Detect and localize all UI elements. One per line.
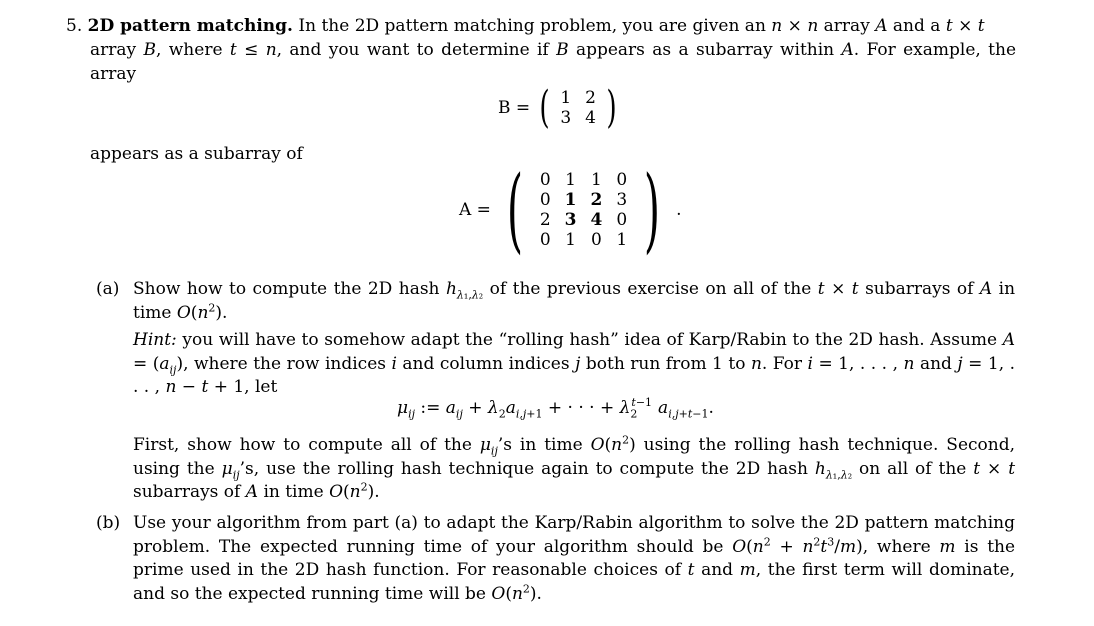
matrix-cell: 0: [539, 170, 551, 190]
matrix-cell: 3: [560, 108, 572, 128]
problem-title: 2D pattern matching.: [87, 16, 293, 36]
matrix-a-label: A =: [459, 200, 491, 220]
part-a-para: First, show how to compute all of the $\mu_{ij}’s$ in time $O(n^2)$ using the rolling hash technique. Second, using the $\mu_{ij}’s$, use the rolling hash technique again to compute the 2D hash $h_{\lambda_1,\lambda_2}$ on all of the t × t subarrays of A in time $O(n^2)$.: [133, 433, 1016, 502]
matrix-cell: 0: [616, 170, 628, 190]
matrix-cell: 3: [616, 190, 628, 210]
mu-definition: $\mu_{ij}$ := $a_{ij} + \lambda_2a_{i,j+1}$ + · · · + $\lambda_2^{t-1}$ $a_{i,j+t-1}$.: [397, 396, 714, 421]
part-b-label: (b): [96, 513, 121, 533]
matrix-cell: 2: [585, 88, 596, 108]
matrix-cell: 1: [591, 170, 602, 190]
matrix-cell: 0: [616, 210, 628, 230]
appears-text: appears as a subarray of: [90, 144, 303, 164]
matrix-cell: 1: [565, 230, 576, 250]
problem-number: 5.: [66, 16, 83, 36]
matrix-a-table: [533, 170, 634, 250]
matrix-cell: 0: [591, 230, 602, 250]
matrix-cell-highlight: 3: [564, 210, 577, 230]
matrix-cell: 1: [565, 170, 576, 190]
problem-intro-line2: array B, where t ≤ n, and you want to determine if B appears as a subarray within A. For example, the array: [90, 40, 1017, 84]
matrix-cell: 4: [585, 108, 596, 128]
matrix-b-label: B =: [498, 98, 531, 118]
matrix-cell: 1: [616, 230, 628, 250]
matrix-cell: 2: [539, 210, 551, 230]
hint-label: Hint:: [133, 330, 177, 350]
part-b-text: Use your algorithm from part (a) to adapt the Karp/Rabin algorithm to solve the 2D pattern matching problem. The expected running time of your algorithm should be $O(n^2 + n^2t^3/m)$, where m is the prime used in the 2D hash function. For reasonable choices of t and m, the first term will dominate, and so the expected running time will be $O(n^2)$.: [133, 513, 1016, 604]
matrix-a: A = ( 0 1 1 0 0 1 2 3 2 3 4 0 0 1 0 1 ) .: [459, 156, 682, 263]
part-a-label: (a): [96, 279, 120, 299]
matrix-a-period: .: [676, 200, 682, 220]
matrix-cell-highlight: 1: [564, 190, 577, 210]
matrix-cell: 0: [539, 190, 551, 210]
matrix-cell-highlight: 2: [590, 190, 603, 210]
part-a-text: Show how to compute the 2D hash $h_{\lambda_1,\lambda_2}$ of the previous exercise on all of the t × t subarrays of A in time $O(n^2)$.: [133, 279, 1016, 323]
matrix-b: B = ( 1 2 3 4 ): [498, 82, 617, 133]
matrix-b-table: [553, 88, 603, 128]
problem-intro: 5. 2D pattern matching. In the 2D pattern matching problem, you are given an n × n array A and a t × t: [66, 16, 985, 36]
matrix-cell: 1: [560, 88, 572, 108]
part-a-hint: Hint: you will have to somehow adapt the “rolling hash” idea of Karp/Rabin to the 2D hash. Assume $A = (a_{ij})$, where the row indices i and column indices j both run from 1 to n. For i = 1, . . . , n and j = 1, . . . , n − t + 1, let: [133, 330, 1016, 397]
matrix-cell-highlight: 4: [590, 210, 603, 230]
matrix-cell: 0: [539, 230, 551, 250]
